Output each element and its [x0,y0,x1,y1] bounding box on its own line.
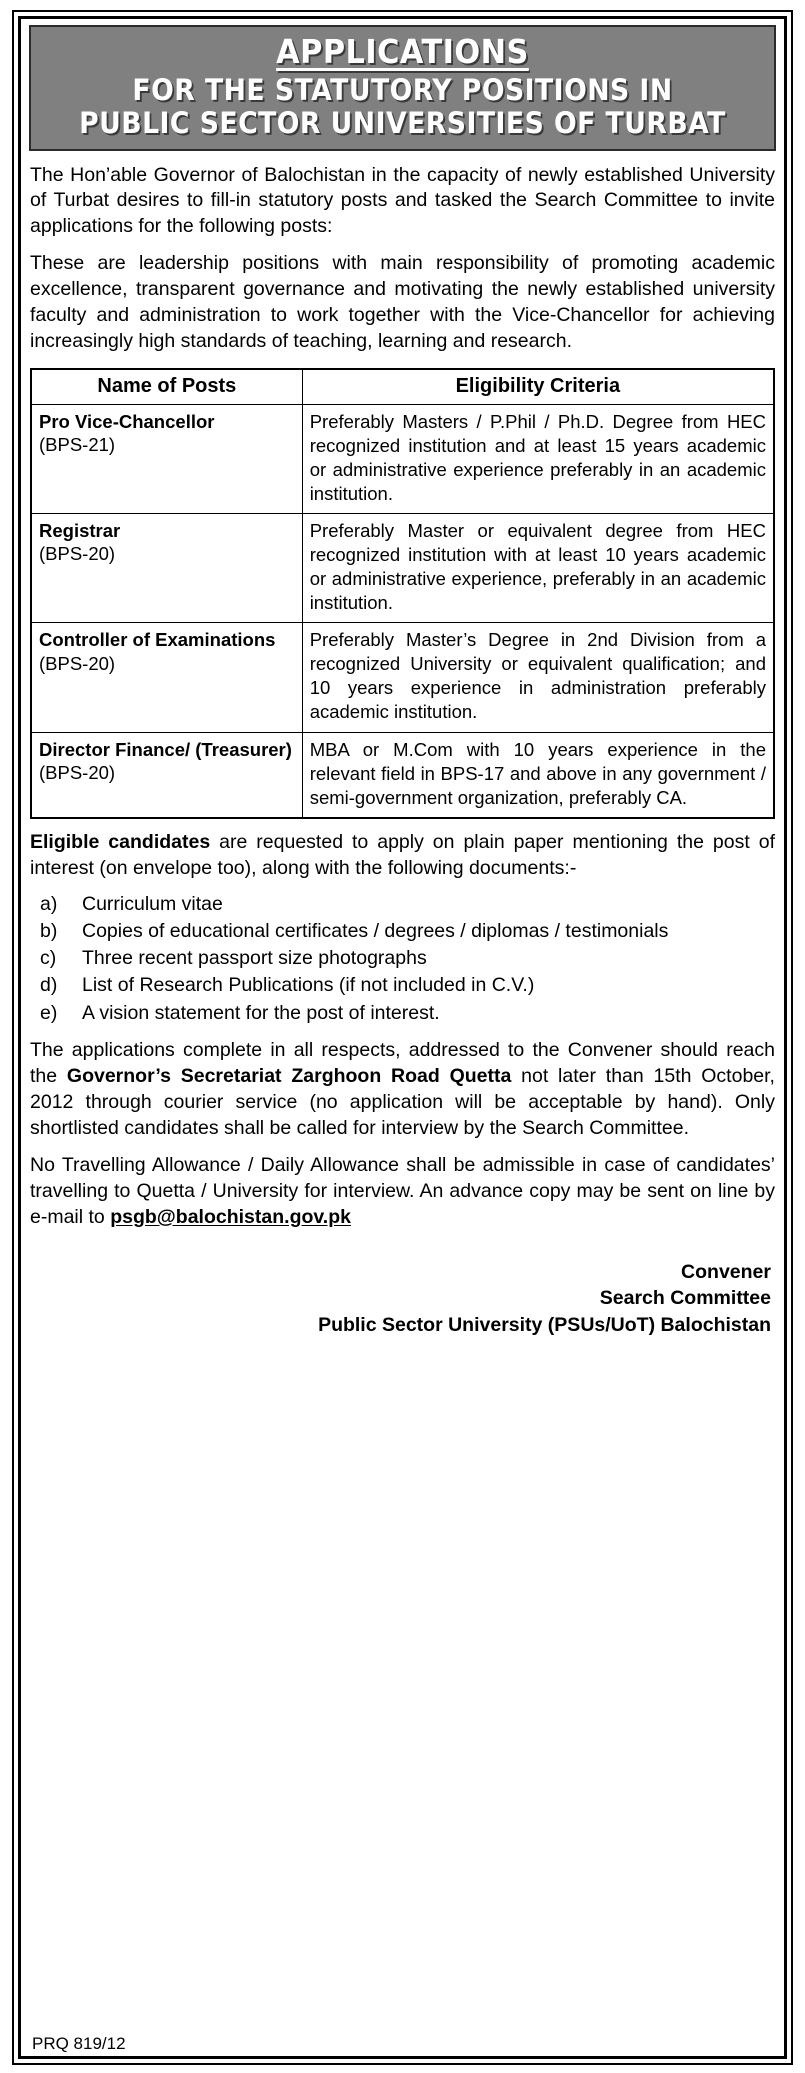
intro-paragraph-1: The Hon’able Governor of Balochistan in the capacity of newly established University of Turbat desires to fill-in statutory posts and tasked the Search Committee to invite applications for the following posts: [30,163,775,238]
list-item-text: Curriculum vitae [82,892,223,915]
signature-block [30,1259,775,1340]
advertisement-body [21,151,784,2056]
outer-border [12,10,793,2065]
table-row [31,514,774,623]
ta-da-text: No Travelling Allowance / Daily Allowance shall be admissible in case of candidates’ travelling to Quetta / University for interview. An advance copy may be sent on line by e-mail to [30,1153,775,1228]
post-criteria-cell: Preferably Masters / P.Phil / Ph.D. Degree from HEC recognized institution and at least 15 years academic or administrative experience preferably in an academic institution. [302,404,774,513]
signature-convener: Convener [681,1260,771,1283]
list-item [30,945,775,971]
posts-table [30,368,775,819]
list-item-text: Copies of educational certificates / degrees / diplomas / testimonials [82,919,669,942]
post-criteria-cell: MBA or M.Com with 10 years experience in the relevant field in BPS-17 and above in any government / semi-government organization, preferably CA. [302,732,774,818]
list-item-marker: a) [40,892,58,915]
post-title: Registrar [39,520,121,542]
list-item [30,891,775,917]
ta-da-paragraph [30,1153,775,1231]
column-header-name-of-posts: Name of Posts [31,369,302,405]
post-name-cell [31,514,302,623]
list-item-marker: b) [40,919,58,942]
list-item-marker: d) [40,974,58,997]
masthead-line-2: FOR THE STATUTORY POSITIONS IN [132,72,673,107]
list-item-text: List of Research Publications (if not included in C.V.) [82,974,535,997]
inner-border [18,16,787,2059]
list-item-text: Three recent passport size photographs [82,947,427,970]
post-title: Director Finance/ (Treasurer) [39,738,292,760]
contact-email-link[interactable]: psgb@balochistan.gov.pk [110,1205,351,1228]
table-header-row [31,369,774,405]
list-item [30,972,775,998]
post-bps: (BPS-20) [39,543,116,565]
post-title: Pro Vice-Chancellor [39,410,215,432]
deadline-address-bold: Governor’s Secretariat Zarghoon Road Quetta [66,1065,512,1087]
post-bps: (BPS-20) [39,761,116,783]
list-item [30,1000,775,1026]
column-header-eligibility-criteria: Eligibility Criteria [302,369,774,405]
list-item-marker: c) [40,947,57,970]
table-row [31,623,774,732]
table-row [31,404,774,513]
post-name-cell [31,404,302,513]
apply-instructions [30,830,775,882]
post-name-cell [31,732,302,818]
signature-committee: Search Committee [599,1287,771,1310]
post-bps: (BPS-21) [39,434,116,456]
signature-organization: Public Sector University (PSUs/UoT) Balochistan [318,1314,771,1337]
list-item-marker: e) [40,1001,58,1024]
masthead-banner [29,25,776,151]
post-title: Controller of Examinations [39,629,276,651]
required-documents-list [30,891,775,1028]
post-criteria-cell: Preferably Master’s Degree in 2nd Division from a recognized University or equivalent qualification; and 10 years experience in administration preferably academic institution. [302,623,774,732]
list-item [30,918,775,944]
reference-number: PRQ 819/12 [32,2034,126,2053]
masthead-line-3: PUBLIC SECTOR UNIVERSITIES OF TURBAT [79,106,726,141]
apply-lead-bold: Eligible candidates [30,830,211,853]
post-criteria-cell: Preferably Master or equivalent degree from HEC recognized institution with at least 10 years academic or administrative experience, preferably in an academic institution. [302,514,774,623]
deadline-paragraph [30,1038,775,1142]
list-item-text: A vision statement for the post of interest. [82,1001,440,1024]
apply-lead-rest: are requested to apply on plain paper mentioning the post of interest (on envelope too), along with the following documents:- [30,830,775,879]
table-row [31,732,774,818]
post-bps: (BPS-20) [39,652,116,674]
post-name-cell [31,623,302,732]
deadline-text-2: not later than 15th October, 2012 through courier service (no application will be acceptable by hand). Only shortlisted candidates shall be called for interview by the Search Committee. [30,1065,775,1139]
layout-spacer [30,1339,775,2016]
deadline-text-1: The applications complete in all respects, addressed to the Convener should reach the [30,1039,775,1087]
masthead-line-1: APPLICATIONS [276,32,529,71]
intro-paragraph-2: These are leadership positions with main responsibility of promoting academic excellence, transparent governance and motivating the newly established university faculty and administration to work together with the Vice-Chancellor for achieving increasingly high standards of teaching, learning and research. [30,252,775,353]
